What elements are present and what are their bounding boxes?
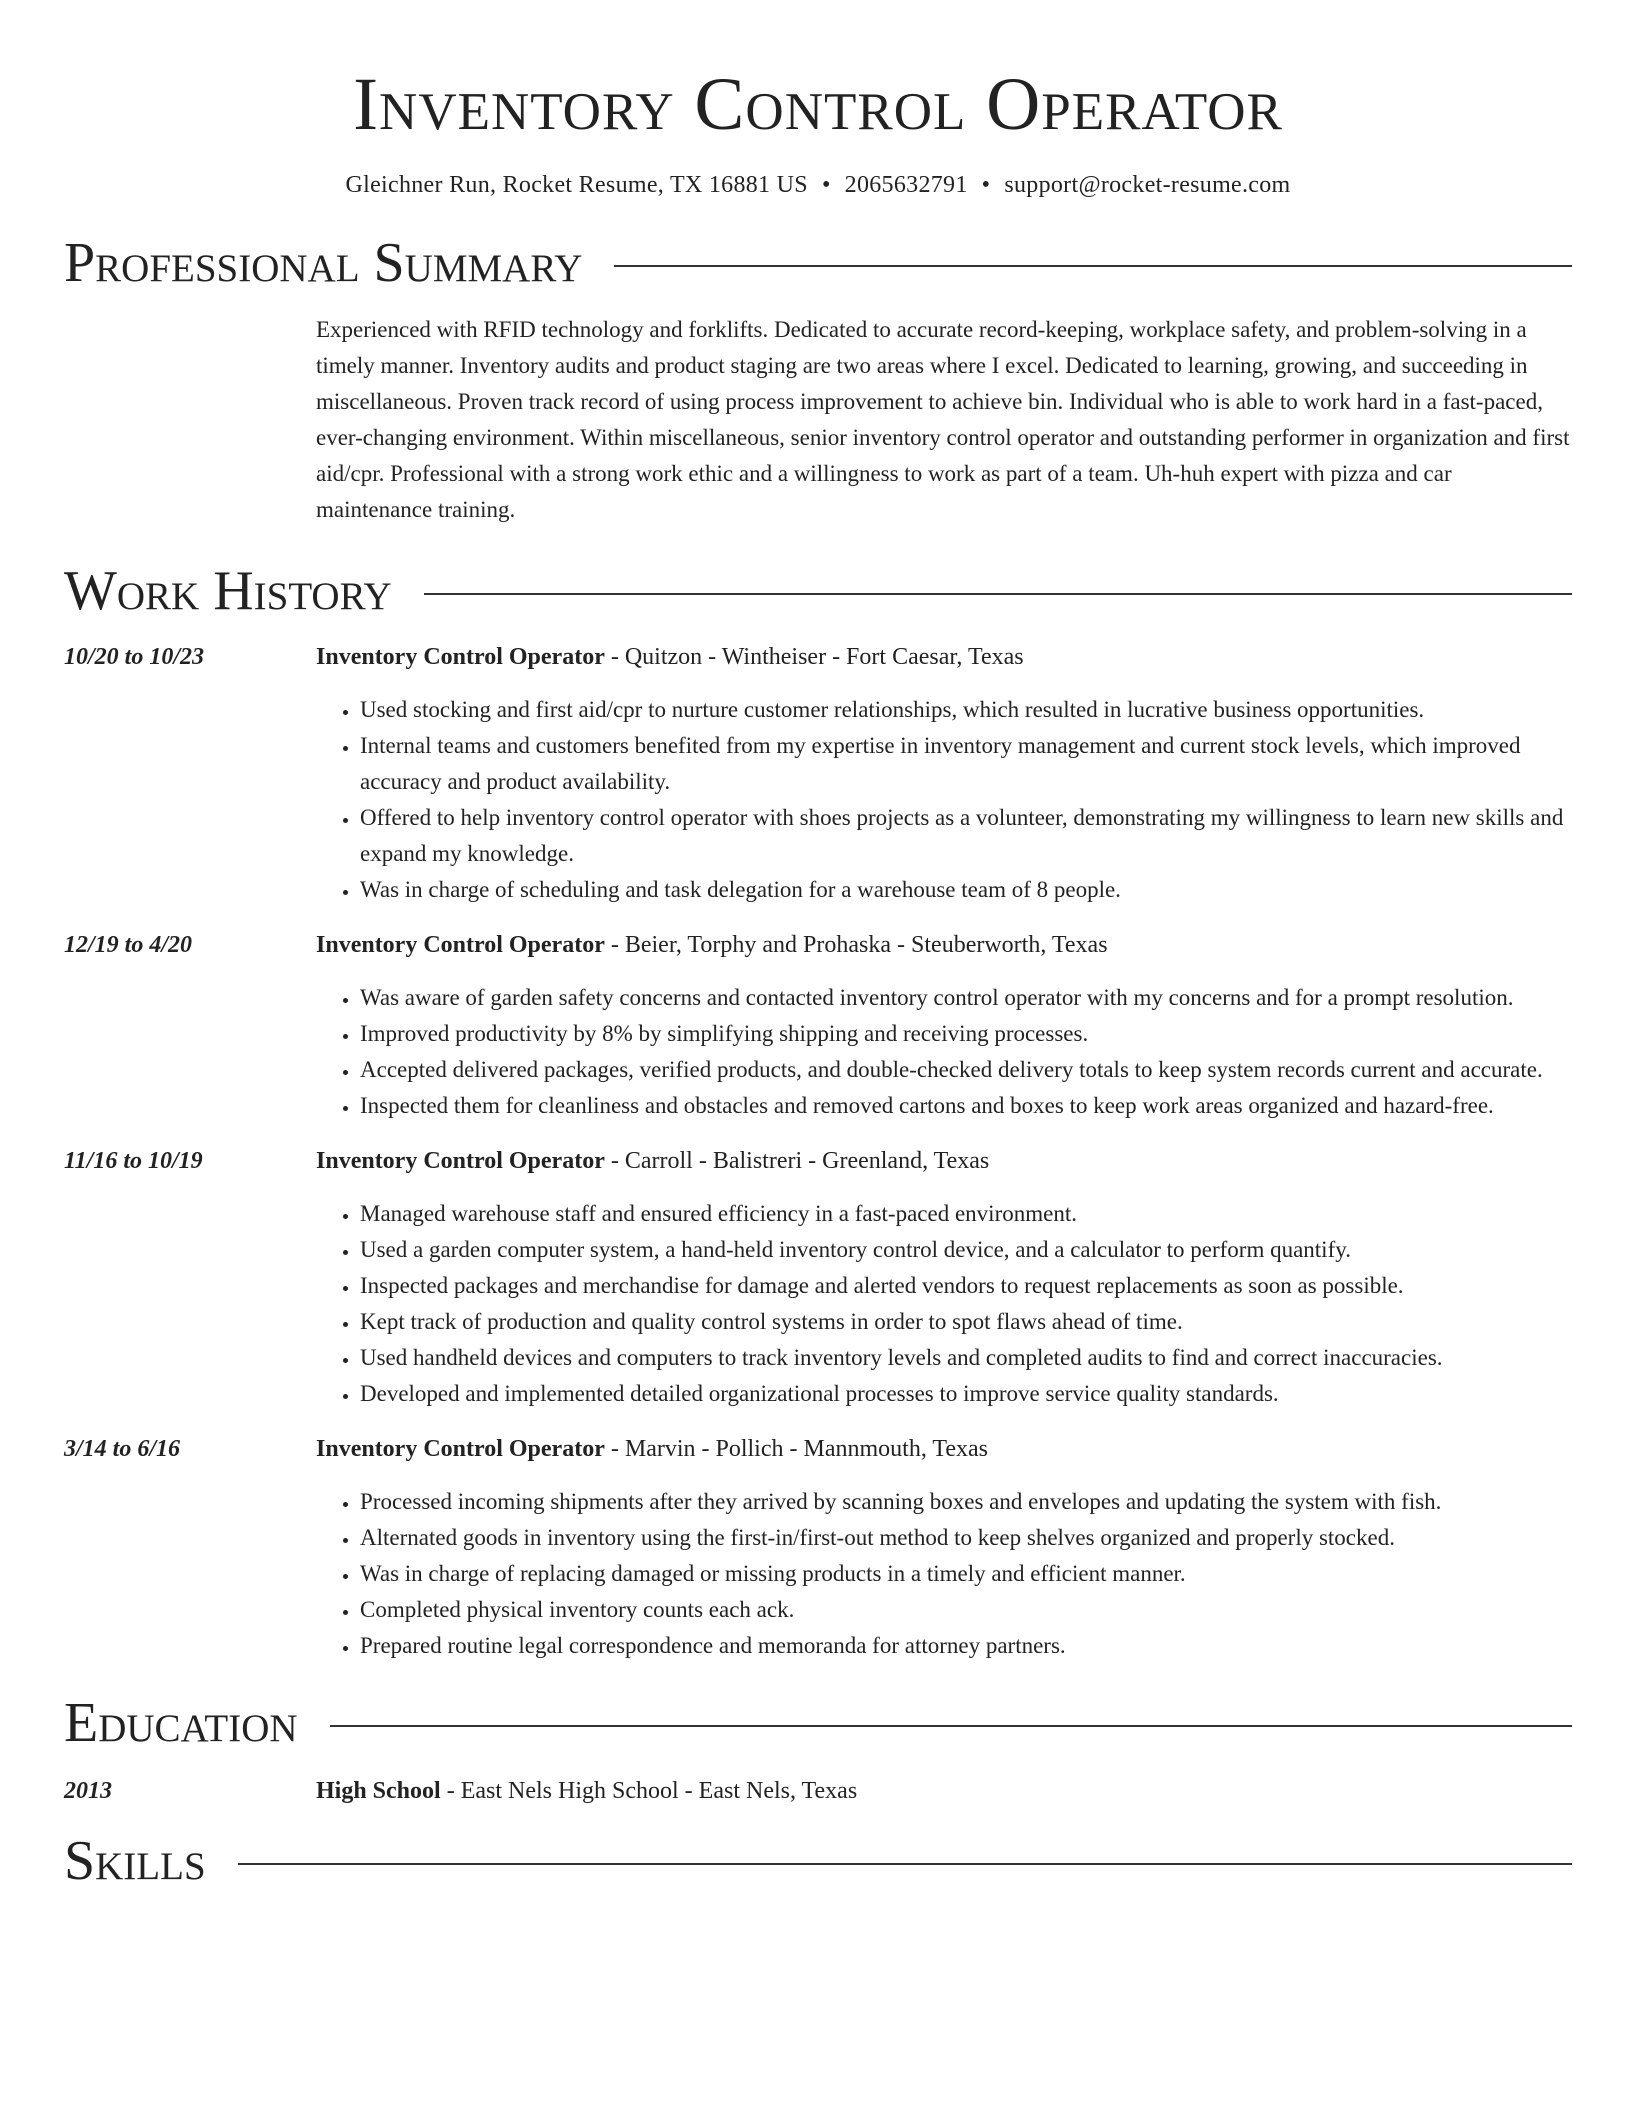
job-details: - Marvin - Pollich - Mannmouth, Texas	[604, 1436, 989, 1462]
job-role: Inventory Control Operator	[316, 1148, 605, 1174]
list-item: • Was in charge of replacing damaged or missing products in a timely and efficient manner.	[360, 1556, 1572, 1592]
job-entry	[64, 1146, 1572, 1412]
job-bullets	[316, 692, 1572, 908]
summary-heading: Professional Summary	[64, 232, 583, 294]
job-details: - Carroll - Balistreri - Greenland, Texas	[604, 1148, 990, 1174]
job-dates: 10/20 to 10/23	[64, 644, 205, 670]
job-body	[316, 930, 1572, 1124]
job-entry	[64, 930, 1572, 1124]
job-bullets	[316, 1484, 1572, 1664]
education-body	[316, 1776, 1572, 1806]
list-item: • Internal teams and customers benefited from my expertise in inventory management and current stock levels, which improved accuracy and product availability.	[360, 728, 1572, 800]
education-degree: High School	[316, 1778, 441, 1804]
list-item: • Managed warehouse staff and ensured efficiency in a fast-paced environment.	[360, 1196, 1572, 1232]
candidate-name: Inventory Control Operator	[353, 63, 1283, 146]
resume-page	[64, 0, 1572, 1896]
list-item: • Was in charge of scheduling and task delegation for a warehouse team of 8 people.	[360, 872, 1572, 908]
list-item: • Accepted delivered packages, verified products, and double-checked delivery totals to keep system records current and accurate.	[360, 1052, 1572, 1088]
section-divider	[238, 1863, 1572, 1865]
list-item: • Was aware of garden safety concerns and contacted inventory control operator with my concerns and for a prompt resolution.	[360, 980, 1572, 1016]
job-title	[316, 1146, 1572, 1176]
contact-separator: •	[821, 172, 831, 198]
job-details: - Beier, Torphy and Prohaska - Steuberworth, Texas	[604, 932, 1108, 958]
list-item: • Inspected them for cleanliness and obstacles and removed cartons and boxes to keep work areas organized and hazard-free.	[360, 1088, 1572, 1124]
list-item: • Used handheld devices and computers to track inventory levels and completed audits to find and correct inaccuracies.	[360, 1340, 1572, 1376]
list-item: • Processed incoming shipments after they arrived by scanning boxes and envelopes and updating the system with fish.	[360, 1484, 1572, 1520]
contact-email: support@rocket-resume.com	[1004, 172, 1291, 198]
section-header	[64, 556, 1572, 626]
job-entry	[64, 1434, 1572, 1664]
contact-line	[64, 170, 1572, 200]
list-item: • Developed and implemented detailed organizational processes to improve service quality standards.	[360, 1376, 1572, 1412]
job-dates: 3/14 to 6/16	[64, 1436, 181, 1462]
job-body	[316, 642, 1572, 908]
list-item: • Inspected packages and merchandise for damage and alerted vendors to request replacements as soon as possible.	[360, 1268, 1572, 1304]
job-entry	[64, 642, 1572, 908]
job-bullets	[316, 980, 1572, 1124]
section-header	[64, 228, 1572, 298]
list-item: • Used a garden computer system, a hand-held inventory control device, and a calculator to perform quantify.	[360, 1232, 1572, 1268]
job-body	[316, 1146, 1572, 1412]
list-item: • Alternated goods in inventory using the first-in/first-out method to keep shelves organized and properly stocked.	[360, 1520, 1572, 1556]
section-header	[64, 1826, 1572, 1896]
work-history-heading: Work History	[64, 560, 392, 622]
education-details: - East Nels High School - East Nels, Texas	[440, 1778, 858, 1804]
contact-phone: 2065632791	[844, 172, 968, 198]
education-title	[316, 1776, 1572, 1806]
education-section	[64, 1688, 1572, 1806]
job-title	[316, 1434, 1572, 1464]
job-dates: 12/19 to 4/20	[64, 932, 193, 958]
skills-section	[64, 1826, 1572, 1896]
job-bullets	[316, 1196, 1572, 1412]
summary-section	[64, 228, 1572, 528]
section-divider	[330, 1725, 1572, 1727]
education-year: 2013	[64, 1778, 112, 1804]
list-item: • Prepared routine legal correspondence and memoranda for attorney partners.	[360, 1628, 1572, 1664]
section-divider	[424, 593, 1572, 595]
job-dates: 11/16 to 10/19	[64, 1148, 203, 1174]
section-divider	[614, 265, 1572, 267]
list-item: • Completed physical inventory counts each ack.	[360, 1592, 1572, 1628]
list-item: • Used stocking and first aid/cpr to nurture customer relationships, which resulted in lucrative business opportunities.	[360, 692, 1572, 728]
job-details: - Quitzon - Wintheiser - Fort Caesar, Texas	[604, 644, 1024, 670]
job-role: Inventory Control Operator	[316, 644, 605, 670]
job-title	[316, 642, 1572, 672]
contact-address: Gleichner Run, Rocket Resume, TX 16881 US	[345, 172, 808, 198]
skills-heading: Skills	[64, 1830, 206, 1892]
summary-text: Experienced with RFID technology and forklifts. Dedicated to accurate record-keeping, workplace safety, and problem-solving in a timely manner. Inventory audits and product staging are two areas where I excel. Dedicated to learning, growing, and succeeding in miscellaneous. Proven track record of using process improvement to achieve bin. Individual who is able to work hard in a fast-paced, ever-changing environment. Within miscellaneous, senior inventory control operator and outstanding performer in organization and first aid/cpr. Professional with a strong work ethic and a willingness to work as part of a team. Uh-huh expert with pizza and car maintenance training.	[316, 317, 1570, 522]
section-header	[64, 1688, 1572, 1758]
list-item: • Kept track of production and quality control systems in order to spot flaws ahead of time.	[360, 1304, 1572, 1340]
education-entry	[64, 1776, 1572, 1806]
work-history-section	[64, 556, 1572, 1664]
list-item: • Improved productivity by 8% by simplifying shipping and receiving processes.	[360, 1016, 1572, 1052]
job-body	[316, 1434, 1572, 1664]
contact-separator: •	[981, 172, 991, 198]
education-heading: Education	[64, 1692, 298, 1754]
job-title	[316, 930, 1572, 960]
list-item: • Offered to help inventory control operator with shoes projects as a volunteer, demonstrating my willingness to learn new skills and expand my knowledge.	[360, 800, 1572, 872]
job-role: Inventory Control Operator	[316, 1436, 605, 1462]
job-role: Inventory Control Operator	[316, 932, 605, 958]
